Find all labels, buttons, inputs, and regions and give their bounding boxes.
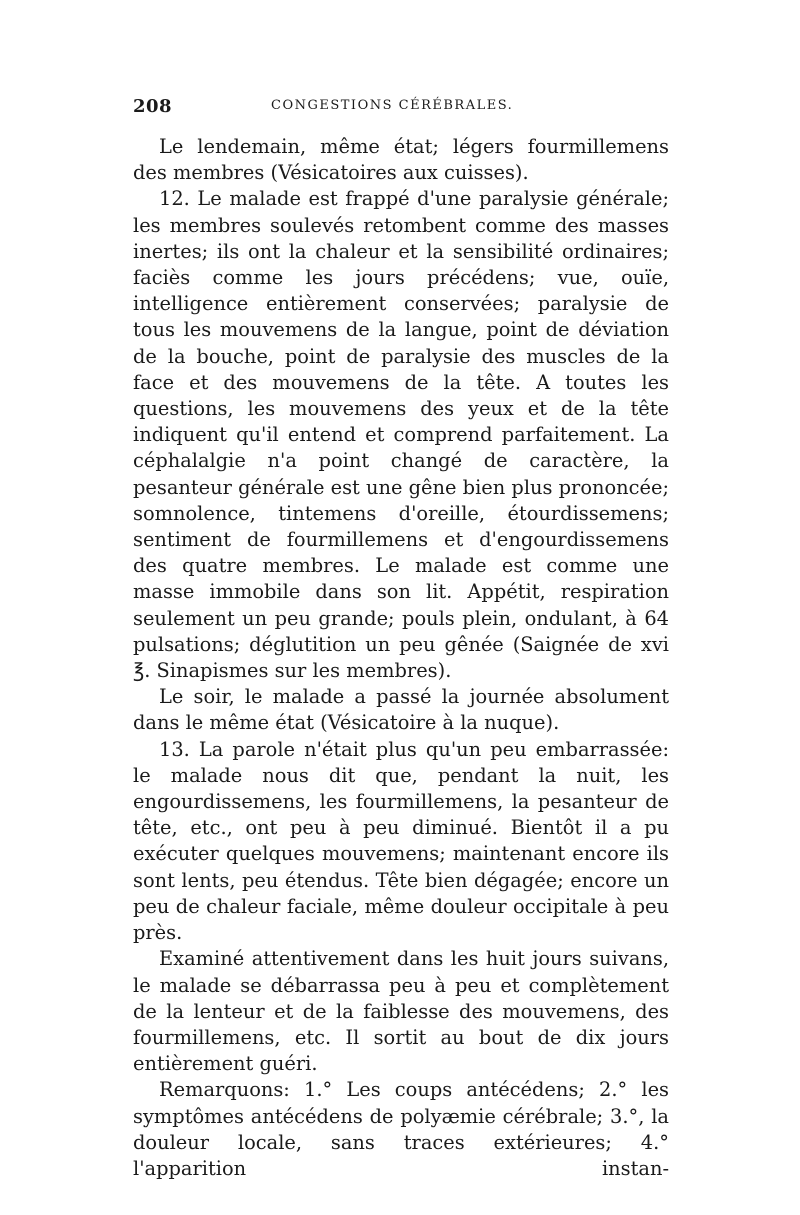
body-text — [133, 134, 669, 1182]
page-header — [133, 96, 669, 120]
paragraph: 12. Le malade est frappé d'une paralysie générale; les membres soulevés retombent comme des masses inertes; ils ont la chaleur et la sensibilité ordinaires; faciès comme les jours précédens; vue, ouïe, intelligence entièrement conservées; paralysie de tous les mouvemens de la langue, point de déviation de la bouche, point de paralysie des muscles de la face et des mouvemens de la tête. A toutes les questions, les mouvemens des yeux et de la tête indiquent qu'il entend et comprend parfaitement. La céphalalgie n'a point changé de caractère, la pesanteur générale est une gêne bien plus prononcée; somnolence, tintemens d'oreille, étourdissemens; sentiment de fourmillemens et d'engourdissemens des quatre membres. Le malade est comme une masse immobile dans son lit. Appétit, respiration seulement un peu grande; pouls plein, ondulant, à 64 pulsations; déglutition un peu gênée (Saignée de xvi ℥. Sinapismes sur les membres). — [133, 187, 669, 683]
paragraph: Le lendemain, même état; légers fourmillemens des membres (Vésicatoires aux cuisses). — [133, 135, 669, 185]
page-number: 208 — [133, 96, 173, 117]
paragraph: 13. La parole n'était plus qu'un peu embarrassée: le malade nous dit que, pendant la nuit, les engourdissemens, les fourmillemens, la pesanteur de tête, etc., ont peu à peu diminué. Bientôt il a pu exécuter quelques mouvemens; maintenant encore ils sont lents, peu étendus. Tête bien dégagée; encore un peu de chaleur faciale, même douleur occipitale à peu près. — [133, 737, 669, 945]
running-head: CONGESTIONS CÉRÉBRALES. — [271, 98, 514, 113]
paragraph: Remarquons: 1.° Les coups antécédens; 2.° les symptômes antécédens de polyæmie cérébrale; 3.°, la douleur locale, sans traces extérieures; 4.° l'apparition instan- — [133, 1078, 669, 1180]
paragraph: Le soir, le malade a passé la journée absolument dans le même état (Vésicatoire à la nuque). — [133, 685, 669, 735]
paragraph: Examiné attentivement dans les huit jours suivans, le malade se débarrassa peu à peu et complètement de la lenteur et de la faiblesse des mouvemens, des fourmillemens, etc. Il sortit au bout de dix jours entièrement guéri. — [133, 947, 669, 1076]
